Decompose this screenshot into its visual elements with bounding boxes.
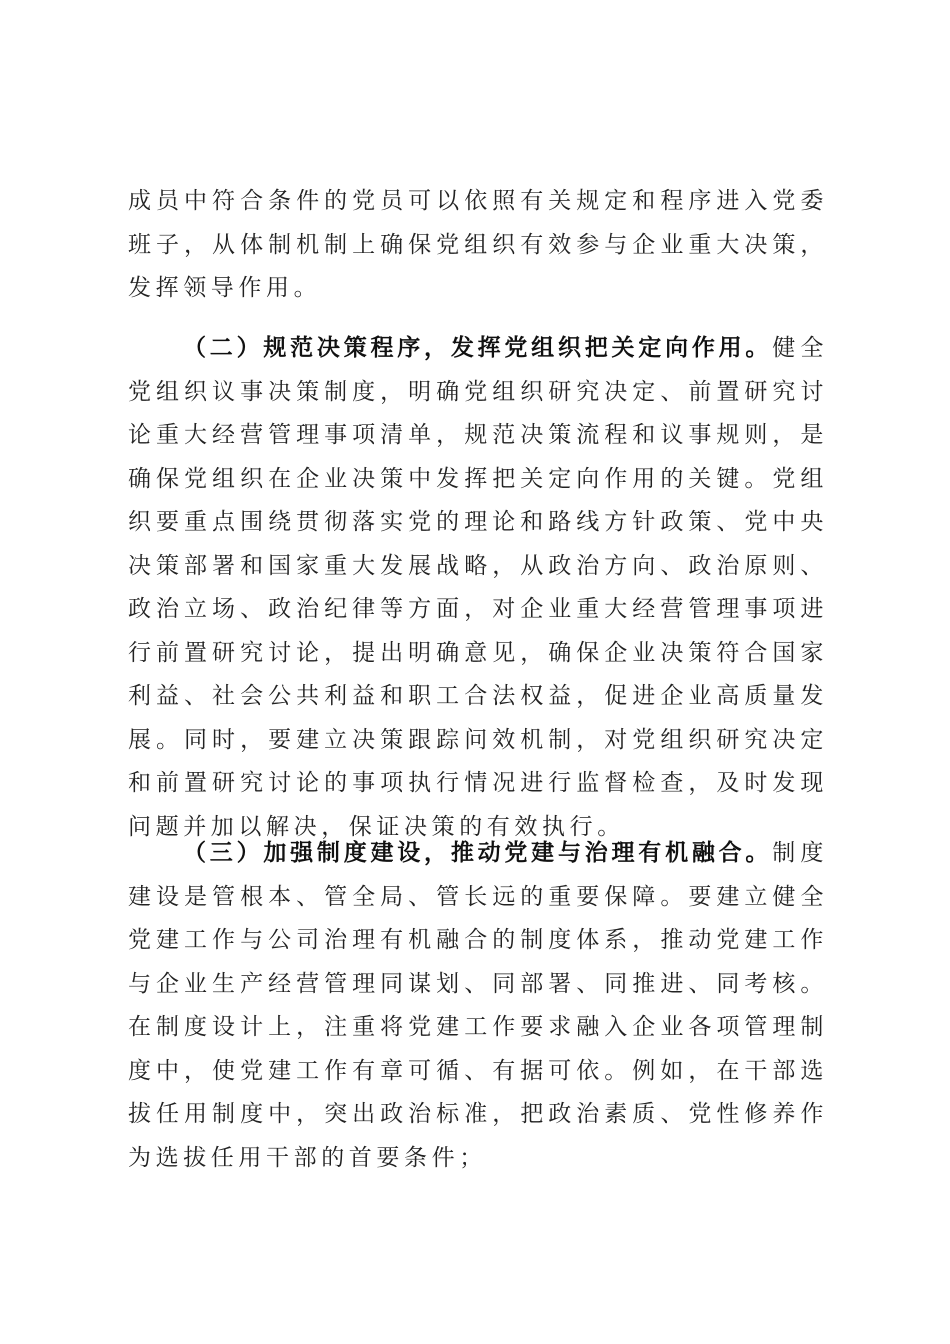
section-heading: （二）规范决策程序，发挥党组织把关定向作用。 (183, 335, 773, 361)
section-heading: （三）加强制度建设，推动党建与治理有机融合。 (183, 840, 773, 866)
paragraph-body-text: 制度建设是管根本、管全局、管长远的重要保障。要建立健全党建工作与公司治理有机融合的制度体系，推动党建工作与企业生产经营管理同谋划、同部署、同推进、同考核。在制度设计上，注重将党建工作要求融入企业各项管理制度中，使党建工作有章可循、有据可依。例如，在干部选拔任用制度中，突出政治标准，把政治素质、党性修养作为选拔任用干部的首要条件； (128, 840, 829, 1171)
paragraph-continuation (128, 180, 828, 311)
paragraph-section-three (128, 832, 828, 1180)
paragraph-section-two (128, 327, 828, 849)
paragraph-body-text: 成员中符合条件的党员可以依照有关规定和程序进入党委班子，从体制机制上确保党组织有效参与企业重大决策，发挥领导作用。 (128, 188, 828, 301)
paragraph-body-text: 健全党组织议事决策制度，明确党组织研究决定、前置研究讨论重大经营管理事项清单，规范决策流程和议事规则，是确保党组织在企业决策中发挥把关定向作用的关键。党组织要重点围绕贯彻落实党的理论和路线方针政策、党中央决策部署和国家重大发展战略，从政治方向、政治原则、政治立场、政治纪律等方面，对企业重大经营管理事项进行前置研究讨论，提出明确意见，确保企业决策符合国家利益、社会公共利益和职工合法权益，促进企业高质量发展。同时，要建立决策跟踪问效机制，对党组织研究决定和前置研究讨论的事项执行情况进行监督检查，及时发现问题并加以解决，保证决策的有效执行。 (128, 335, 829, 840)
